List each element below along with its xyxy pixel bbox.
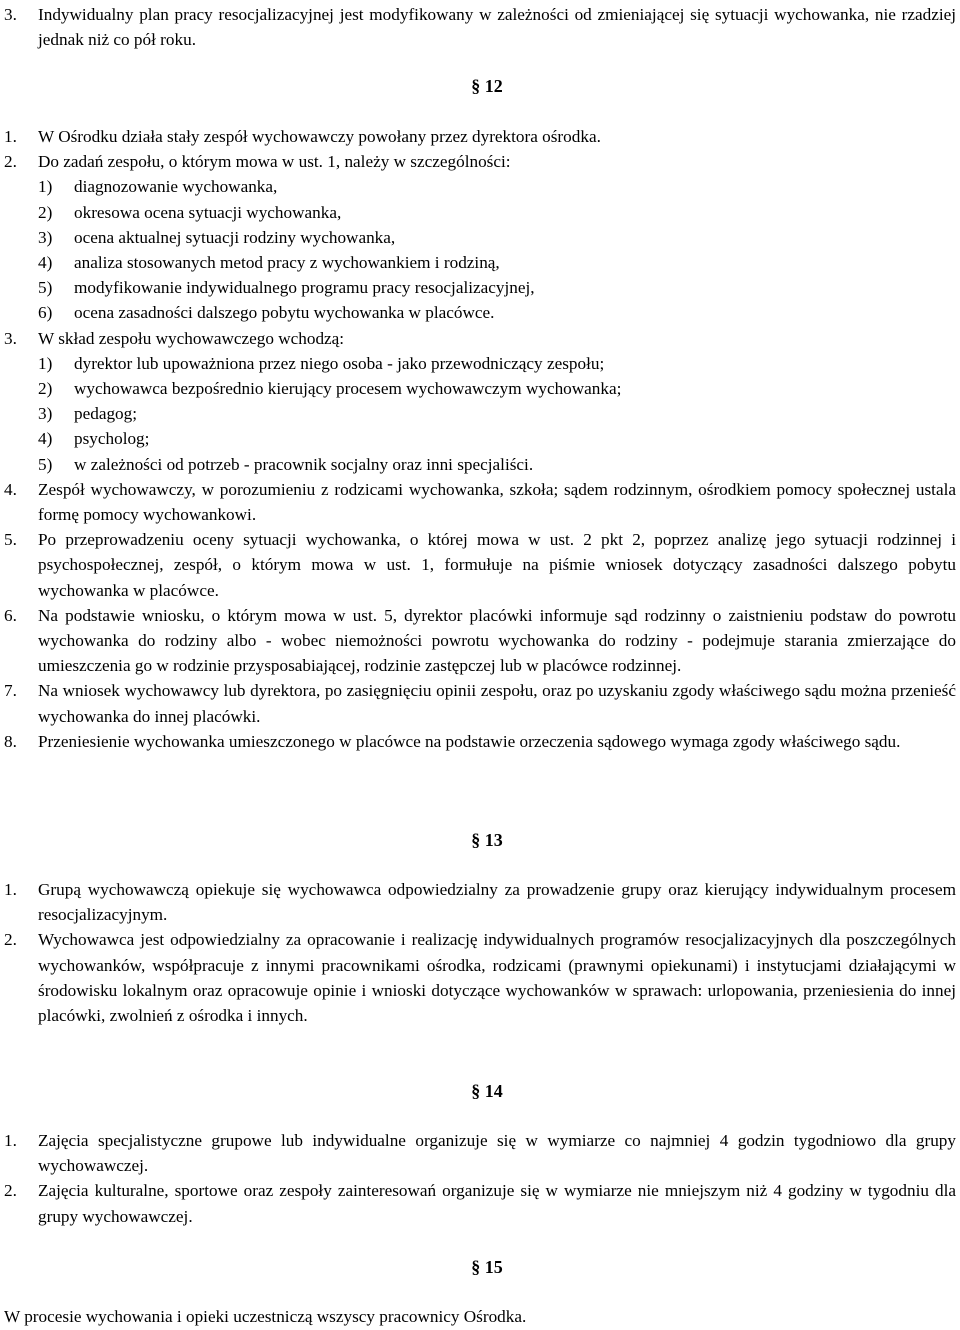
item-text: Po przeprowadzeniu oceny sytuacji wychowanka, o której mowa w ust. 2 pkt 2, poprzez analizę jego sytuacji rodzinnej i psychospołecznej, zespół, o którym mowa w ust. 1, formułuje na piśmie wniosek dotyczący zasadności dalszego pobytu wychowanka w placówce. [38, 530, 956, 600]
sub-item [38, 250, 956, 275]
item-number: 4. [4, 479, 17, 499]
sub-item-text: modyfikowanie indywidualnego programu pracy resocjalizacyjnej, [74, 278, 535, 298]
item-text: Do zadań zespołu, o którym mowa w ust. 1, należy w szczególności: [38, 152, 511, 172]
item-text: W skład zespołu wychowawczego wchodzą: [38, 328, 345, 348]
section-heading-15: § 15 [471, 1257, 503, 1277]
sub-item-text: ocena zasadności dalszego pobytu wychowanka w placówce. [74, 303, 495, 323]
list-item [0, 603, 956, 679]
sub-item-number: 3) [38, 404, 53, 424]
section-13 [0, 877, 956, 1028]
sub-item-number: 1) [38, 353, 53, 373]
section-15-text: W procesie wychowania i opieki uczestniczą wszyscy pracownicy Ośrodka. [4, 1307, 527, 1326]
sub-item-text: pedagog; [74, 404, 138, 424]
sub-item-number: 3) [38, 227, 53, 247]
item-number: 6. [4, 605, 17, 625]
sub-item-text: dyrektor lub upoważniona przez niego osoba - jako przewodniczący zespołu; [74, 353, 605, 373]
list-item [0, 1178, 956, 1228]
sub-item-number: 6) [38, 303, 53, 323]
section-top [0, 2, 956, 52]
section-heading-14: § 14 [471, 1081, 503, 1101]
list-item [0, 477, 956, 527]
sub-item [38, 275, 956, 300]
item-text: Przeniesienie wychowanka umieszczonego w placówce na podstawie orzeczenia sądowego wymaga zgody właściwego sądu. [38, 731, 901, 751]
sub-item-number: 2) [38, 202, 53, 222]
sub-item [38, 376, 956, 401]
sub-item-text: diagnozowanie wychowanka, [74, 177, 278, 197]
sub-item-text: psycholog; [74, 429, 150, 449]
sub-item-number: 4) [38, 253, 53, 273]
item-text: Na wniosek wychowawcy lub dyrektora, po zasięgnięciu opinii zespołu, oraz po uzyskaniu zgody właściwego sądu można przenieść wychowanka do innej placówki. [38, 681, 956, 726]
item-number: 2. [4, 152, 17, 172]
item-text: Grupą wychowawczą opiekuje się wychowawca odpowiedzialny za prowadzenie grupy oraz kierujący indywidualnym procesem resocjalizacyjnym. [38, 880, 956, 925]
item-number: 3. [4, 328, 17, 348]
item-text: Zajęcia specjalistyczne grupowe lub indywidualne organizuje się w wymiarze co najmniej 4 godzin tygodniowo dla grupy wychowawczej. [38, 1131, 956, 1176]
sub-item [38, 300, 956, 325]
item-text: Wychowawca jest odpowiedzialny za opracowanie i realizację indywidualnych programów resocjalizacyjnych dla poszczególnych wychowanków, współpracuje z innymi pracownikami ośrodka, rodzicami (prawnymi opiekunami) i instytucjami działającymi w środowisku lokalnym oraz opracowuje opinie i wnioski dotyczące wychowanków w sprawach: urlopowania, przeniesienia do innej placówki, zwolnień z ośrodka i innych. [38, 930, 956, 1026]
sub-item-text: wychowawca bezpośrednio kierujący procesem wychowawczym wychowanka; [74, 379, 622, 399]
section-heading-12: § 12 [471, 76, 503, 96]
item-text: W Ośrodku działa stały zespół wychowawczy powołany przez dyrektora ośrodka. [38, 127, 601, 146]
sub-item [38, 452, 956, 477]
list-item [0, 124, 956, 149]
item-number: 2. [4, 930, 17, 950]
list-item [0, 2, 956, 52]
sub-item [38, 426, 956, 451]
list-item [0, 149, 956, 325]
item-number: 1. [4, 127, 17, 146]
sub-item-number: 5) [38, 454, 53, 474]
item-text: Indywidualny plan pracy resocjalizacyjnej jest modyfikowany w zależności od zmieniającej się sytuacji wychowanka, nie rzadziej jednak niż co pół roku. [38, 5, 956, 50]
item-number: 7. [4, 681, 17, 701]
list-item [0, 927, 956, 1028]
sub-item-number: 5) [38, 278, 53, 298]
sub-item [38, 225, 956, 250]
sub-item-text: analiza stosowanych metod pracy z wychowankiem i rodziną, [74, 253, 500, 273]
sub-item-text: w zależności od potrzeb - pracownik socjalny oraz inni specjaliści. [74, 454, 534, 474]
sub-item-number: 2) [38, 379, 53, 399]
item-number: 1. [4, 1131, 17, 1150]
item-text: Na podstawie wniosku, o którym mowa w ust. 5, dyrektor placówki informuje sąd rodzinny o zaistnieniu podstaw do powrotu wychowanka do rodziny albo - wobec niemożności powrotu wychowanka do rodziny - podejmuje starania zmierzające do umieszczenia go w rodzinie przysposabiającej, rodzinie zastępczej lub w placówce rodzinnej. [38, 605, 956, 676]
sub-item [38, 351, 956, 376]
sub-item-text: okresowa ocena sytuacji wychowanka, [74, 202, 342, 222]
sub-item-number: 4) [38, 429, 53, 449]
sub-item [38, 200, 956, 225]
sub-item [38, 174, 956, 199]
item-text: Zespół wychowawczy, w porozumieniu z rodzicami wychowanka, szkoła; sądem rodzinnym, ośrodkiem pomocy społecznej ustala formę pomocy wychowankowi. [38, 479, 956, 525]
sub-item-text: ocena aktualnej sytuacji rodziny wychowanka, [74, 227, 396, 247]
section-heading-13: § 13 [471, 830, 503, 850]
list-item [0, 678, 956, 728]
item-text: Zajęcia kulturalne, sportowe oraz zespoły zainteresowań organizuje się w wymiarze nie mniejszym niż 4 godziny w tygodniu dla grupy wychowawczej. [38, 1181, 956, 1226]
list-item [0, 527, 956, 603]
section-12 [0, 124, 956, 754]
list-item [0, 1128, 956, 1178]
list-item [0, 729, 956, 754]
sub-item [38, 401, 956, 426]
item-number: 8. [4, 731, 17, 751]
list-item [0, 326, 956, 477]
sub-item-number: 1) [38, 177, 53, 197]
list-item [0, 877, 956, 927]
item-number: 2. [4, 1181, 17, 1201]
item-number: 1. [4, 880, 17, 899]
item-number: 3. [4, 5, 17, 24]
section-14 [0, 1128, 956, 1229]
item-number: 5. [4, 530, 17, 550]
